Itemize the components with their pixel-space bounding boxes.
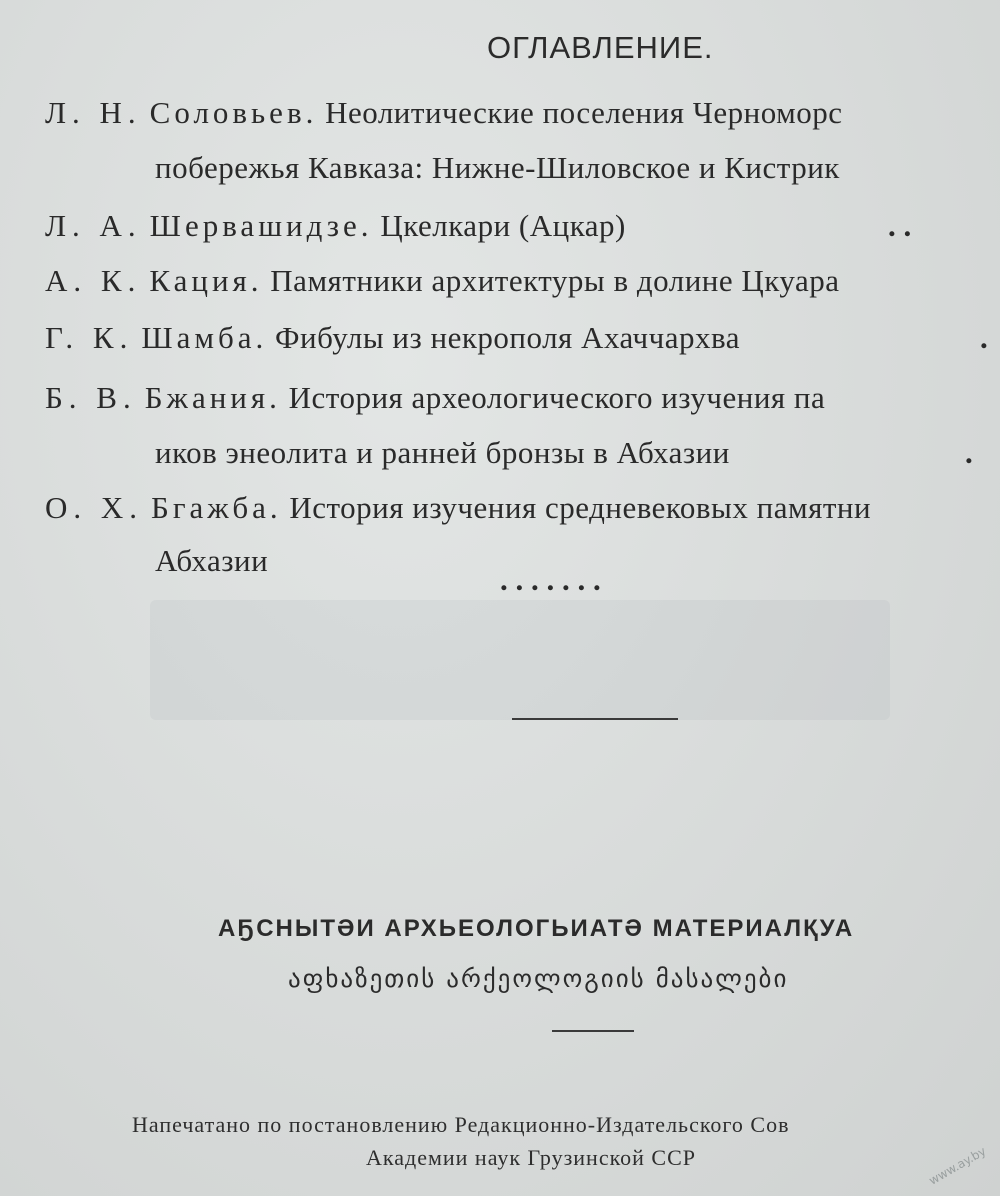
toc-entry-1-title: Неолитические поселения Черноморс — [325, 95, 843, 130]
toc-entry-4-leader-dots: . — [980, 320, 988, 355]
toc-entry-2-initials: Л. А. — [45, 208, 142, 243]
toc-entry-2 — [45, 208, 626, 244]
toc-entry-5-continuation — [155, 435, 730, 471]
toc-entry-5-author: Бжания. — [144, 380, 281, 415]
toc-entry-4-initials: Г. К. — [45, 320, 134, 355]
toc-entry-1-title-cont: побережья Кавказа: Нижне-Шиловское и Кистрик — [155, 150, 840, 185]
toc-entry-1-initials: Л. Н. — [45, 95, 142, 130]
toc-entry-6-author: Бгажба. — [151, 490, 282, 525]
toc-entry-3-title: Памятники архитектуры в долине Цкуара — [270, 263, 840, 298]
section-divider — [512, 718, 678, 720]
watermark: www.ay.by — [926, 1143, 988, 1188]
toc-entry-5-title: История археологического изучения па — [288, 380, 826, 415]
toc-entry-2-author: Шервашидзе. — [149, 208, 373, 243]
series-title-georgian: აფხაზეთის არქეოლოგიის მასალები — [288, 964, 789, 993]
toc-entry-4 — [45, 320, 740, 356]
toc-entry-3-initials: А. К. — [45, 263, 142, 298]
toc-entry-6-continuation — [155, 543, 268, 579]
toc-entry-6-leader-dots: . . . . . . . — [500, 562, 601, 597]
toc-entry-5 — [45, 380, 825, 416]
toc-entry-4-author: Шамба. — [141, 320, 268, 355]
toc-entry-5-leader-dots: . — [965, 435, 973, 470]
imprint-line-2: Академии наук Грузинской ССР — [366, 1145, 697, 1170]
toc-entry-1-continuation — [155, 150, 840, 186]
toc-entry-1-author: Соловьев. — [149, 95, 318, 130]
toc-entry-3 — [45, 263, 840, 299]
contents-heading: ОГЛАВЛЕНИЕ. — [487, 30, 714, 65]
toc-entry-1 — [45, 95, 843, 131]
series-title-abkhaz: АҔСНЫТӘИ АРХЬЕОЛОГЬИАТӘ МАТЕРИАЛҚУА — [218, 915, 855, 942]
toc-entry-5-initials: Б. В. — [45, 380, 137, 415]
imprint-line-1: Напечатано по постановлению Редакционно-Издательского Сов — [132, 1112, 790, 1137]
toc-entry-2-leader-dots: . . — [888, 208, 912, 243]
bleed-through-shadow — [150, 600, 890, 720]
toc-entry-3-author: Кация. — [149, 263, 263, 298]
toc-entry-6-initials: О. Х. — [45, 490, 144, 525]
toc-entry-6-title-cont: Абхазии — [155, 543, 269, 578]
toc-entry-5-title-cont: иков энеолита и ранней бронзы в Абхазии — [155, 435, 730, 470]
toc-entry-2-title: Цкелкари (Ацкар) — [380, 208, 626, 243]
toc-entry-4-title: Фибулы из некрополя Ахаччархва — [275, 320, 740, 355]
footer-divider — [552, 1030, 634, 1032]
toc-entry-6 — [45, 490, 871, 526]
toc-entry-6-title: История изучения средневековых памятни — [289, 490, 872, 525]
